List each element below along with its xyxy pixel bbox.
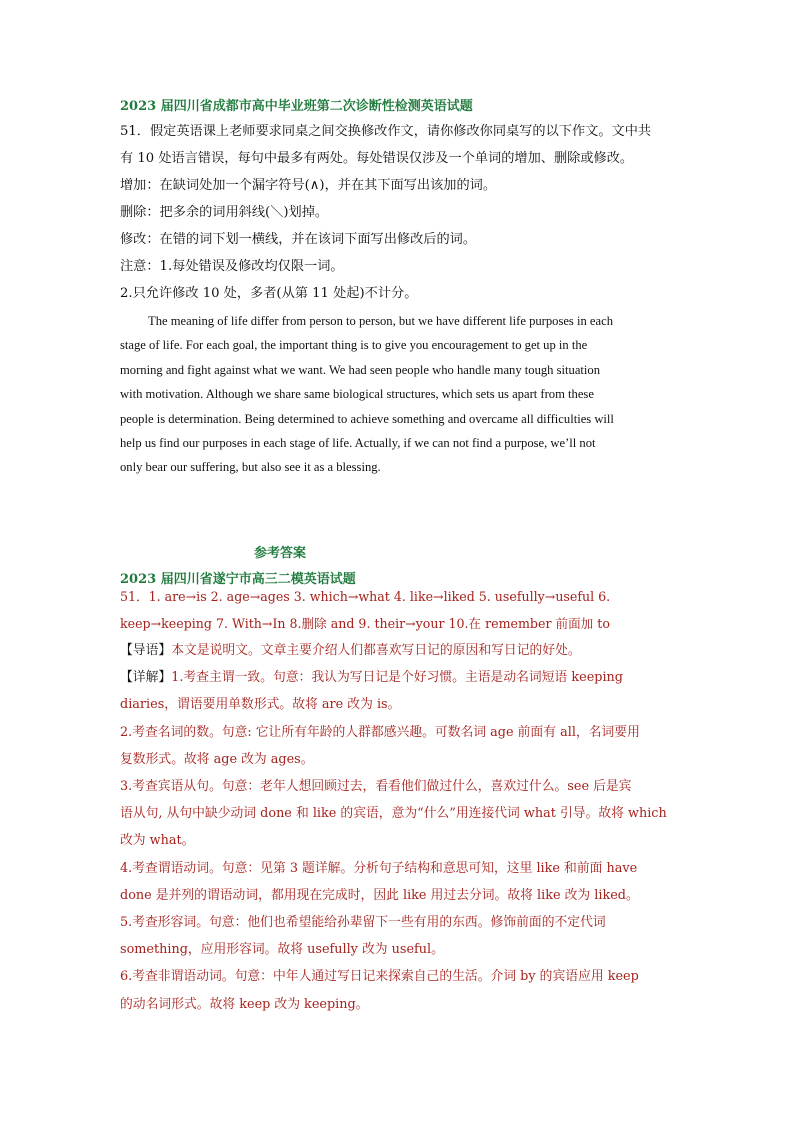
detail-line: done 是并列的谓语动词，都用现在完成时，因此 like 用过去分词。故将 like 改为 liked。 — [120, 887, 639, 903]
instruction-line: 修改：在错的词下划一横线，并在该词下面写出修改后的词。 — [120, 232, 477, 247]
guide-line — [120, 637, 680, 664]
passage-line: with motivation. Although we share same biological structures, which sets us apart from these — [120, 387, 594, 402]
detail-line: diaries，谓语要用单数形式。故将 are 改为 is。 — [120, 697, 401, 713]
passage-line: help us find our purposes in each stage of life. Actually, if we can not find a purpose, we’ll not — [120, 436, 596, 451]
question-title: 2023 届四川省成都市高中毕业班第二次诊断性检测英语试题 — [120, 99, 473, 114]
detail-line: 3.考查宾语从句。句意：老年人想回顾过去，看看他们做过什么，喜欢过什么。see 后是宾 — [120, 779, 632, 795]
detail-line: 的动名词形式。故将 keep 改为 keeping。 — [120, 996, 369, 1012]
detail-line: 5.考查形容词。句意：他们也希望能给孙辈留下一些有用的东西。修饰前面的不定代词 — [120, 915, 606, 931]
detail-line: 复数形式。故将 age 改为 ages。 — [120, 751, 314, 767]
answer-key-line: keep→keeping 7. With→In 8.删除 and 9. their→your 10.在 remember 前面加 to — [120, 616, 610, 632]
detail-line: something，应用形容词。故将 usefully 改为 useful。 — [120, 942, 444, 958]
instruction-line: 2.只允许修改 10 处，多者(从第 11 处起)不计分。 — [120, 286, 418, 301]
essay-passage — [120, 309, 668, 480]
answer-source-title: 2023 届四川省遂宁市高三二模英语试题 — [120, 572, 356, 587]
instruction-line: 51．假定英语课上老师要求同桌之间交换修改作文，请你修改你同桌写的以下作文。文中共 — [120, 124, 652, 139]
instruction-line: 删除：把多余的词用斜线(＼)划掉。 — [120, 205, 329, 220]
answer-key — [120, 583, 680, 637]
passage-line: morning and fight against what we want. We had seen people who handle many tough situation — [120, 362, 601, 377]
guide-label: 【导语】 — [120, 643, 172, 658]
instruction-line: 增加：在缺词处加一个漏字符号(∧)，并在其下面写出该加的词。 — [120, 178, 497, 193]
guide-text: 本文是说明文。文章主要介绍人们都喜欢写日记的原因和写日记的好处。 — [171, 643, 581, 658]
answer-key-line: 51．1. are→is 2. age→ages 3. which→what 4. like→liked 5. usefully→useful 6. — [120, 589, 611, 604]
question-instructions — [120, 118, 680, 307]
detail-line: 6.考查非谓语动词。句意：中年人通过写日记来探索自己的生活。介词 by 的宾语应用 keep — [120, 969, 639, 985]
detail-line: 【详解】1.考查主谓一致。句意：我认为写日记是个好习惯。主语是动名词短语 keeping — [120, 670, 623, 686]
instruction-line: 有 10 处语言错误，每句中最多有两处。每处错误仅涉及一个单词的增加、删除或修改。 — [120, 151, 634, 166]
detail-line: 2.考查名词的数。句意: 它让所有年龄的人群都感兴趣。可数名词 age 前面有 all，名词要用 — [120, 724, 640, 740]
detail-line: 改为 what。 — [120, 833, 195, 849]
instruction-line: 注意：1.每处错误及修改均仅限一词。 — [120, 259, 344, 274]
answer-heading: 参考答案 — [254, 546, 307, 561]
passage-line: people is determination. Being determined to achieve something and overcame all difficulties will — [120, 411, 614, 426]
explanation — [120, 637, 680, 1018]
detail-line: 语从句, 从句中缺少动词 done 和 like 的宾语，意为“什么”用连接代词 what 引导。故将 which — [120, 806, 667, 822]
passage-line: only bear our suffering, but also see it as a blessing. — [120, 460, 381, 475]
passage-line: stage of life. For each goal, the important thing is to give you encouragement to get up in the — [120, 338, 588, 353]
detail-line: 4.考查谓语动词。句意：见第 3 题详解。分析句子结构和意思可知，这里 like 和前面 have — [120, 860, 638, 876]
passage-line: The meaning of life differ from person to person, but we have different life purposes in each — [148, 314, 613, 328]
detail-label: 【详解】 — [120, 670, 172, 686]
